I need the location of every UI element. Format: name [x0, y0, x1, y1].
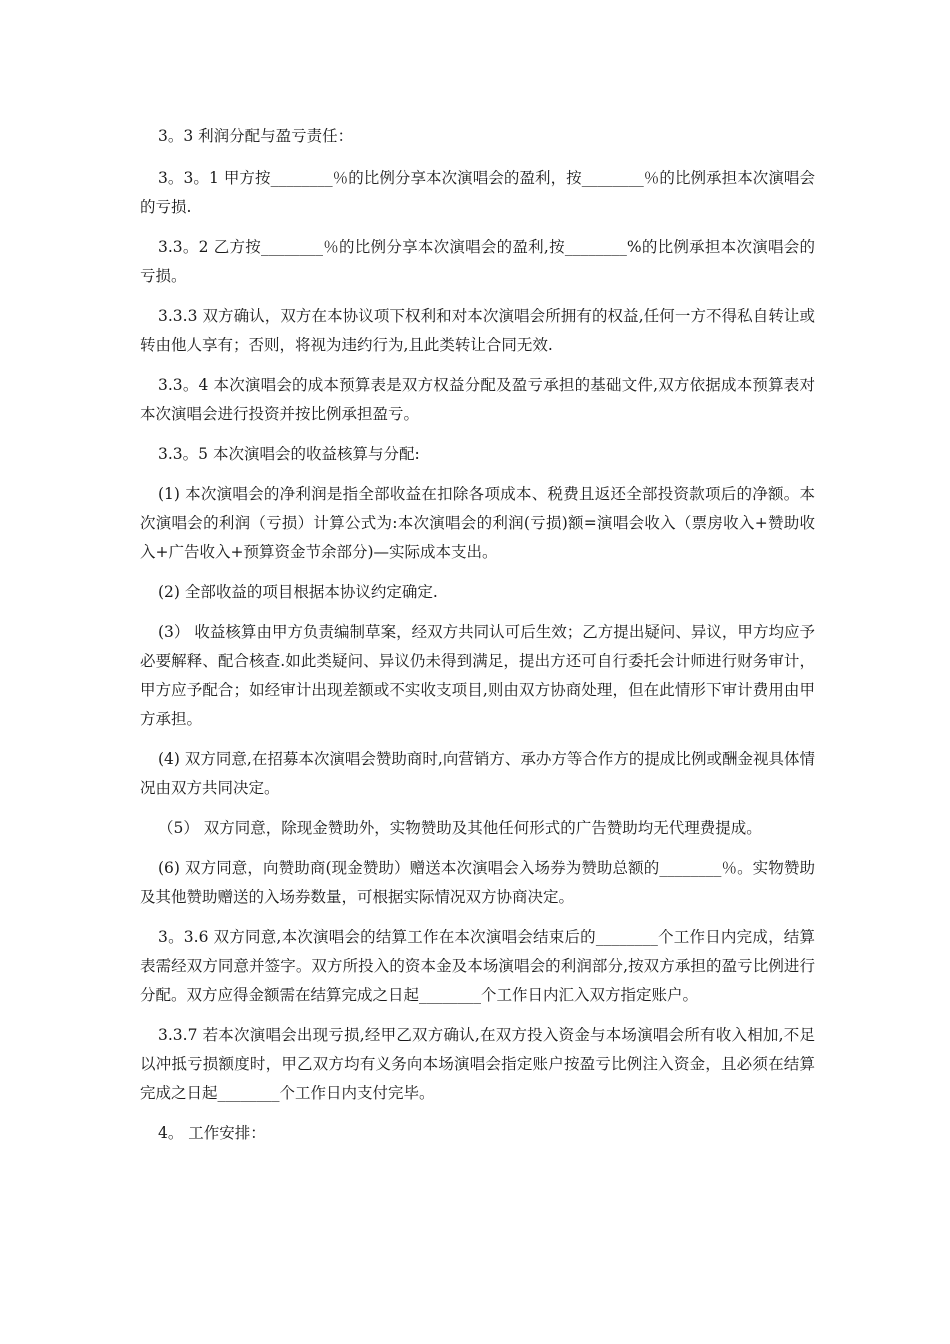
- document-body: [140, 122, 815, 1161]
- clause-item-3: (3） 收益核算由甲方负责编制草案，经双方共同认可后生效；乙方提出疑问、异议，甲方均应予必要解释、配合核查.如此类疑问、异议仍未得到满足，提出方还可自行委托会计师进行财务审计，甲方应予配合；如经审计出现差额或不实收支项目,则由双方协商处理，但在此情形下审计费用由甲方承担。: [140, 623, 815, 728]
- clause-3-3-3: 3.3.3 双方确认，双方在本协议项下权利和对本次演唱会所拥有的权益,任何一方不得私自转让或转由他人享有；否则，将视为违约行为,且此类转让合同无效.: [140, 307, 815, 354]
- clause-3-3-6: 3。3.6 双方同意,本次演唱会的结算工作在本次演唱会结束后的________个工作日内完成，结算表需经双方同意并签字。双方所投入的资本金及本场演唱会的利润部分,按双方承担的盈亏比例进行分配。双方应得金额需在结算完成之日起________个工作日内汇入双方指定账户。: [140, 928, 815, 1004]
- clause-3-3-7: 3.3.7 若本次演唱会出现亏损,经甲乙双方确认,在双方投入资金与本场演唱会所有收入相加,不足以冲抵亏损额度时，甲乙双方均有义务向本场演唱会指定账户按盈亏比例注入资金，且必须在结算完成之日起________个工作日内支付完毕。: [140, 1026, 815, 1102]
- clause-3-3-1: 3。3。1 甲方按________％的比例分享本次演唱会的盈利，按________％的比例承担本次演唱会的亏损.: [140, 169, 815, 216]
- clause-3-3-2: 3.3。2 乙方按________％的比例分享本次演唱会的盈利,按________%的比例承担本次演唱会的亏损。: [140, 238, 815, 285]
- clause-item-2: (2) 全部收益的项目根据本协议约定确定.: [158, 583, 438, 601]
- clause-item-4: (4) 双方同意,在招募本次演唱会赞助商时,向营销方、承办方等合作方的提成比例或酬金视具体情况由双方共同决定。: [140, 750, 815, 797]
- clause-item-5: （5） 双方同意，除现金赞助外，实物赞助及其他任何形式的广告赞助均无代理费提成。: [158, 819, 762, 837]
- section-heading-4: 4。 工作安排：: [158, 1124, 266, 1142]
- clause-item-6: (6) 双方同意，向赞助商(现金赞助）赠送本次演唱会入场券为赞助总额的________％。实物赞助及其他赞助赠送的入场券数量，可根据实际情况双方协商决定。: [140, 859, 815, 906]
- clause-3-3-4: 3.3。4 本次演唱会的成本预算表是双方权益分配及盈亏承担的基础文件,双方依据成本预算表对本次演唱会进行投资并按比例承担盈亏。: [140, 376, 815, 423]
- section-heading-3-3: 3。3 利润分配与盈亏责任：: [158, 127, 354, 145]
- clause-3-3-5: 3.3。5 本次演唱会的收益核算与分配:: [158, 445, 420, 463]
- clause-item-1: (1) 本次演唱会的净利润是指全部收益在扣除各项成本、税费且返还全部投资款项后的净额。本次演唱会的利润（亏损）计算公式为:本次演唱会的利润(亏损)额=演唱会收入（票房收入+赞助收入+广告收入+预算资金节余部分)—实际成本支出。: [140, 485, 815, 561]
